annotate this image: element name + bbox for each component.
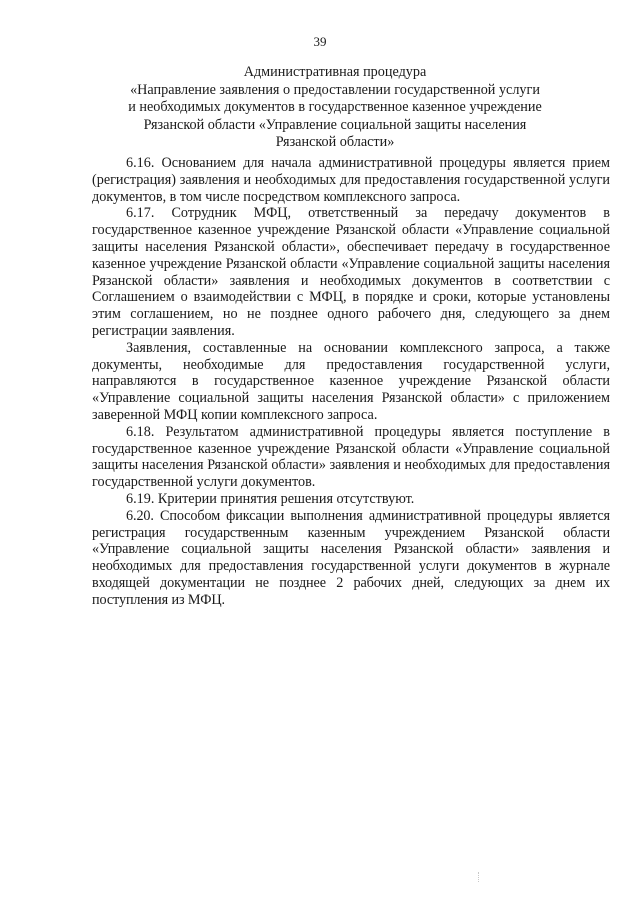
section-heading bbox=[100, 64, 570, 152]
paragraph-6-17: 6.17. Сотрудник МФЦ, ответственный за передачу документов в государственное казенное учреждение Рязанской области «Управление социальной защиты населения Рязанской области», обеспечивает передачу в государственное казенное учреждение Рязанской области «Управление социальной защиты населения Рязанской области» заявления и необходимых документов в соответствии с Соглашением о взаимодействии с МФЦ, в порядке и сроки, которые установлены этим соглашением, но не позднее одного рабочего дня, следующего за днем регистрации заявления. bbox=[92, 205, 610, 339]
paragraph-complex-request: Заявления, составленные на основании комплексного запроса, а также документы, необходимые для предоставления государственной услуги, направляются в государственное казенное учреждение Рязанской области «Управление социальной защиты населения Рязанской области» с приложением заверенной МФЦ копии комплексного запроса. bbox=[92, 339, 610, 423]
paragraph-6-16: 6.16. Основанием для начала административной процедуры является прием (регистрация) заявления и необходимых для предоставления государственной услуги документов, в том числе посредством комплексного запроса. bbox=[92, 155, 610, 205]
paragraph-6-18: 6.18. Результатом административной процедуры является поступление в государственное казенное учреждение Рязанской области «Управление социальной защиты населения Рязанской области» заявления и необходимых для предоставления государственной услуги документов. bbox=[92, 423, 610, 491]
scan-speck bbox=[478, 872, 481, 882]
heading-line: Рязанской области» bbox=[275, 134, 395, 150]
paragraph-6-19: 6.19. Критерии принятия решения отсутствуют. bbox=[126, 490, 415, 507]
page-number: 39 bbox=[313, 34, 327, 49]
heading-line: «Направление заявления о предоставлении государственной услуги bbox=[130, 81, 540, 98]
heading-line: Административная процедура bbox=[243, 64, 427, 80]
heading-line: Рязанской области «Управление социальной защиты населения bbox=[143, 116, 527, 133]
heading-line: и необходимых документов в государственное казенное учреждение bbox=[128, 99, 542, 115]
paragraph-6-20: 6.20. Способом фиксации выполнения административной процедуры является регистрация государственным казенным учреждением Рязанской области «Управление социальной защиты населения Рязанской области» заявления и необходимых для предоставления государственной услуги документов в журнале входящей документации не позднее 2 рабочих дней, следующих за днем их поступления из МФЦ. bbox=[92, 507, 610, 608]
body-text bbox=[92, 155, 610, 609]
